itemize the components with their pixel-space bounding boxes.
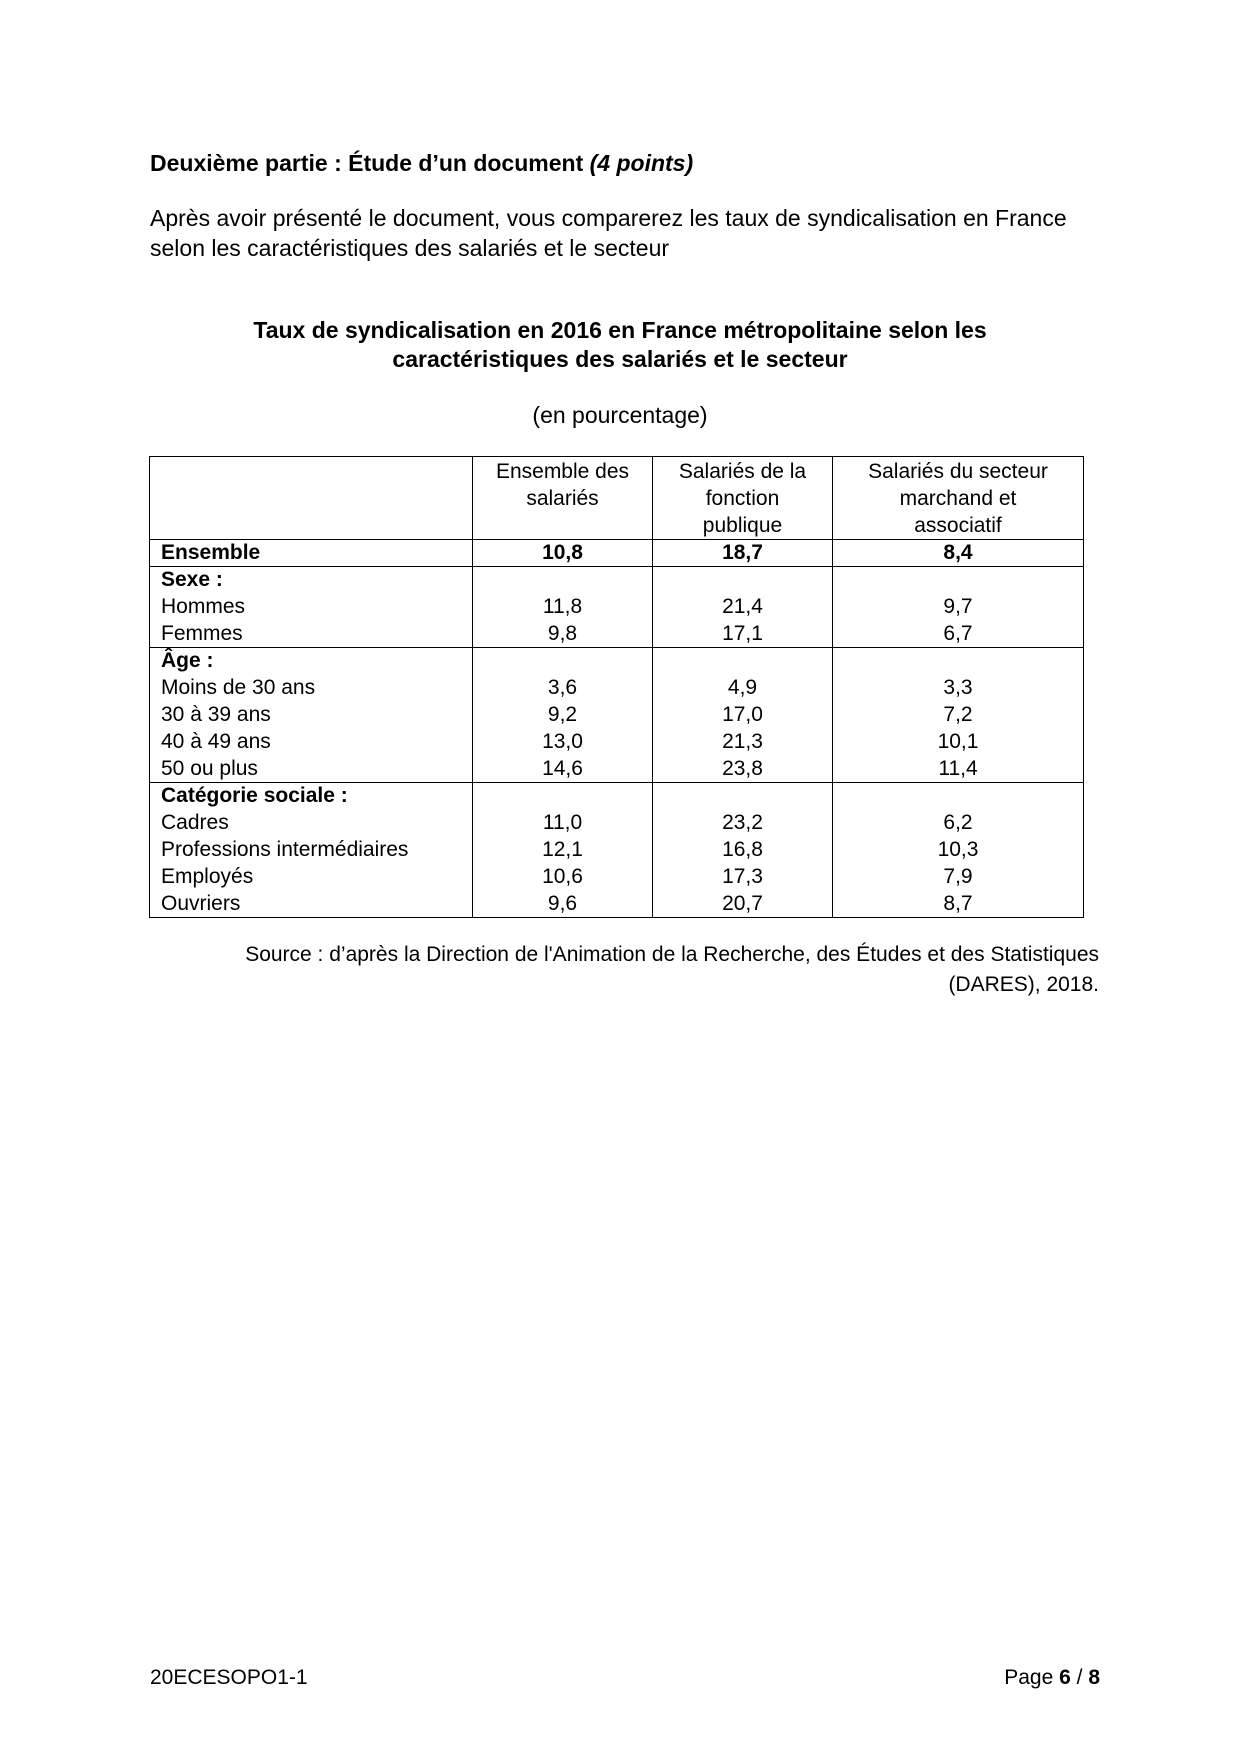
group-header-row — [150, 567, 1084, 594]
table-cell: 11,8 — [473, 593, 653, 620]
table-cell: 4,9 — [653, 674, 833, 701]
column-header — [473, 457, 653, 540]
table-cell: 21,3 — [653, 728, 833, 755]
document-unit: (en pourcentage) — [532, 402, 708, 428]
row-label: Moins de 30 ans — [150, 674, 473, 701]
table-body — [150, 457, 1084, 918]
table-row — [150, 620, 1084, 648]
column-header-line: publique — [702, 514, 783, 537]
table-row — [150, 593, 1084, 620]
table-row — [150, 728, 1084, 755]
group-label: Catégorie sociale : — [150, 783, 473, 810]
table-cell: 6,7 — [833, 620, 1084, 648]
table-cell: 6,2 — [833, 809, 1084, 836]
source-line1: Source : d’après la Direction de l'Animation de la Recherche, des Études et des Statistiques — [245, 943, 1099, 966]
part-heading-title: Deuxième partie : Étude d’un document — [150, 150, 584, 176]
table-row — [150, 836, 1084, 863]
empty-cell — [833, 567, 1084, 594]
table-cell: 9,8 — [473, 620, 653, 648]
empty-cell — [653, 648, 833, 675]
table-cell: 12,1 — [473, 836, 653, 863]
page-label: Page — [1004, 1666, 1054, 1689]
column-header-line: associatif — [914, 514, 1002, 537]
empty-cell — [473, 648, 653, 675]
document-title-line2: caractéristiques des salariés et le secteur — [392, 346, 848, 372]
empty-cell — [473, 567, 653, 594]
table-cell: 17,1 — [653, 620, 833, 648]
column-header-line: marchand et — [899, 487, 1017, 510]
column-header-line: salariés — [526, 487, 599, 510]
table-row — [150, 674, 1084, 701]
table-cell: 17,0 — [653, 701, 833, 728]
table-cell: 8,4 — [833, 540, 1084, 567]
column-header-line: Ensemble des — [495, 460, 630, 483]
page-current: 6 — [1059, 1666, 1071, 1689]
table-cell: 3,3 — [833, 674, 1084, 701]
table-cell: 3,6 — [473, 674, 653, 701]
group-label: Âge : — [150, 648, 473, 675]
row-label: 40 à 49 ans — [150, 728, 473, 755]
row-label: Employés — [150, 863, 473, 890]
empty-cell — [653, 783, 833, 810]
table-cell: 7,2 — [833, 701, 1084, 728]
group-header-row — [150, 648, 1084, 675]
source-note — [150, 940, 1099, 1000]
table-row — [150, 890, 1084, 918]
table-cell: 8,7 — [833, 890, 1084, 918]
empty-cell — [473, 783, 653, 810]
table-cell: 13,0 — [473, 728, 653, 755]
group-label: Sexe : — [150, 567, 473, 594]
table-row — [150, 863, 1084, 890]
page-separator: / — [1076, 1666, 1083, 1689]
row-label: Femmes — [150, 620, 473, 648]
table-cell: 14,6 — [473, 755, 653, 783]
column-header-line: Salariés de la — [678, 460, 807, 483]
table-cell: 21,4 — [653, 593, 833, 620]
table-cell: 10,8 — [473, 540, 653, 567]
table-cell: 18,7 — [653, 540, 833, 567]
table-cell: 10,3 — [833, 836, 1084, 863]
table-row — [150, 701, 1084, 728]
empty-cell — [833, 783, 1084, 810]
part-heading — [150, 150, 693, 177]
column-header — [833, 457, 1084, 540]
part-heading-points: (4 points) — [589, 150, 694, 176]
total-row-label: Ensemble — [150, 540, 473, 567]
table-cell: 9,6 — [473, 890, 653, 918]
table-cell: 16,8 — [653, 836, 833, 863]
table-cell: 11,0 — [473, 809, 653, 836]
table-cell: 10,1 — [833, 728, 1084, 755]
table-cell: 23,8 — [653, 755, 833, 783]
row-label: Ouvriers — [150, 890, 473, 918]
source-line2: (DARES), 2018. — [948, 973, 1099, 996]
row-label: Cadres — [150, 809, 473, 836]
table-header-row — [150, 457, 1084, 540]
table-cell: 9,2 — [473, 701, 653, 728]
instruction-text: Après avoir présenté le document, vous comparerez les taux de syndicalisation en France selon les caractéristiques des salariés et le secteur — [150, 205, 1067, 261]
document-title — [150, 316, 1090, 374]
table-cell: 11,4 — [833, 755, 1084, 783]
row-label: 50 ou plus — [150, 755, 473, 783]
group-header-row — [150, 783, 1084, 810]
page-total: 8 — [1088, 1666, 1100, 1689]
table-row — [150, 809, 1084, 836]
table-cell: 20,7 — [653, 890, 833, 918]
table-row — [150, 755, 1084, 783]
table-header-corner — [150, 457, 473, 540]
empty-cell — [653, 567, 833, 594]
row-label: 30 à 39 ans — [150, 701, 473, 728]
row-label: Professions intermédiaires — [150, 836, 473, 863]
document-title-line1: Taux de syndicalisation en 2016 en France métropolitaine selon les — [253, 317, 987, 343]
empty-cell — [833, 648, 1084, 675]
table-cell: 23,2 — [653, 809, 833, 836]
footer-exam-code: 20ECESOPO1-1 — [150, 1666, 308, 1689]
table-cell: 10,6 — [473, 863, 653, 890]
column-header-line: fonction — [705, 487, 780, 510]
table-cell: 9,7 — [833, 593, 1084, 620]
row-label: Hommes — [150, 593, 473, 620]
column-header — [653, 457, 833, 540]
column-header-line: Salariés du secteur — [868, 460, 1048, 483]
table-cell: 7,9 — [833, 863, 1084, 890]
total-row — [150, 540, 1084, 567]
footer-page-number — [1004, 1666, 1100, 1690]
table-cell: 17,3 — [653, 863, 833, 890]
unionization-table — [149, 456, 1084, 918]
